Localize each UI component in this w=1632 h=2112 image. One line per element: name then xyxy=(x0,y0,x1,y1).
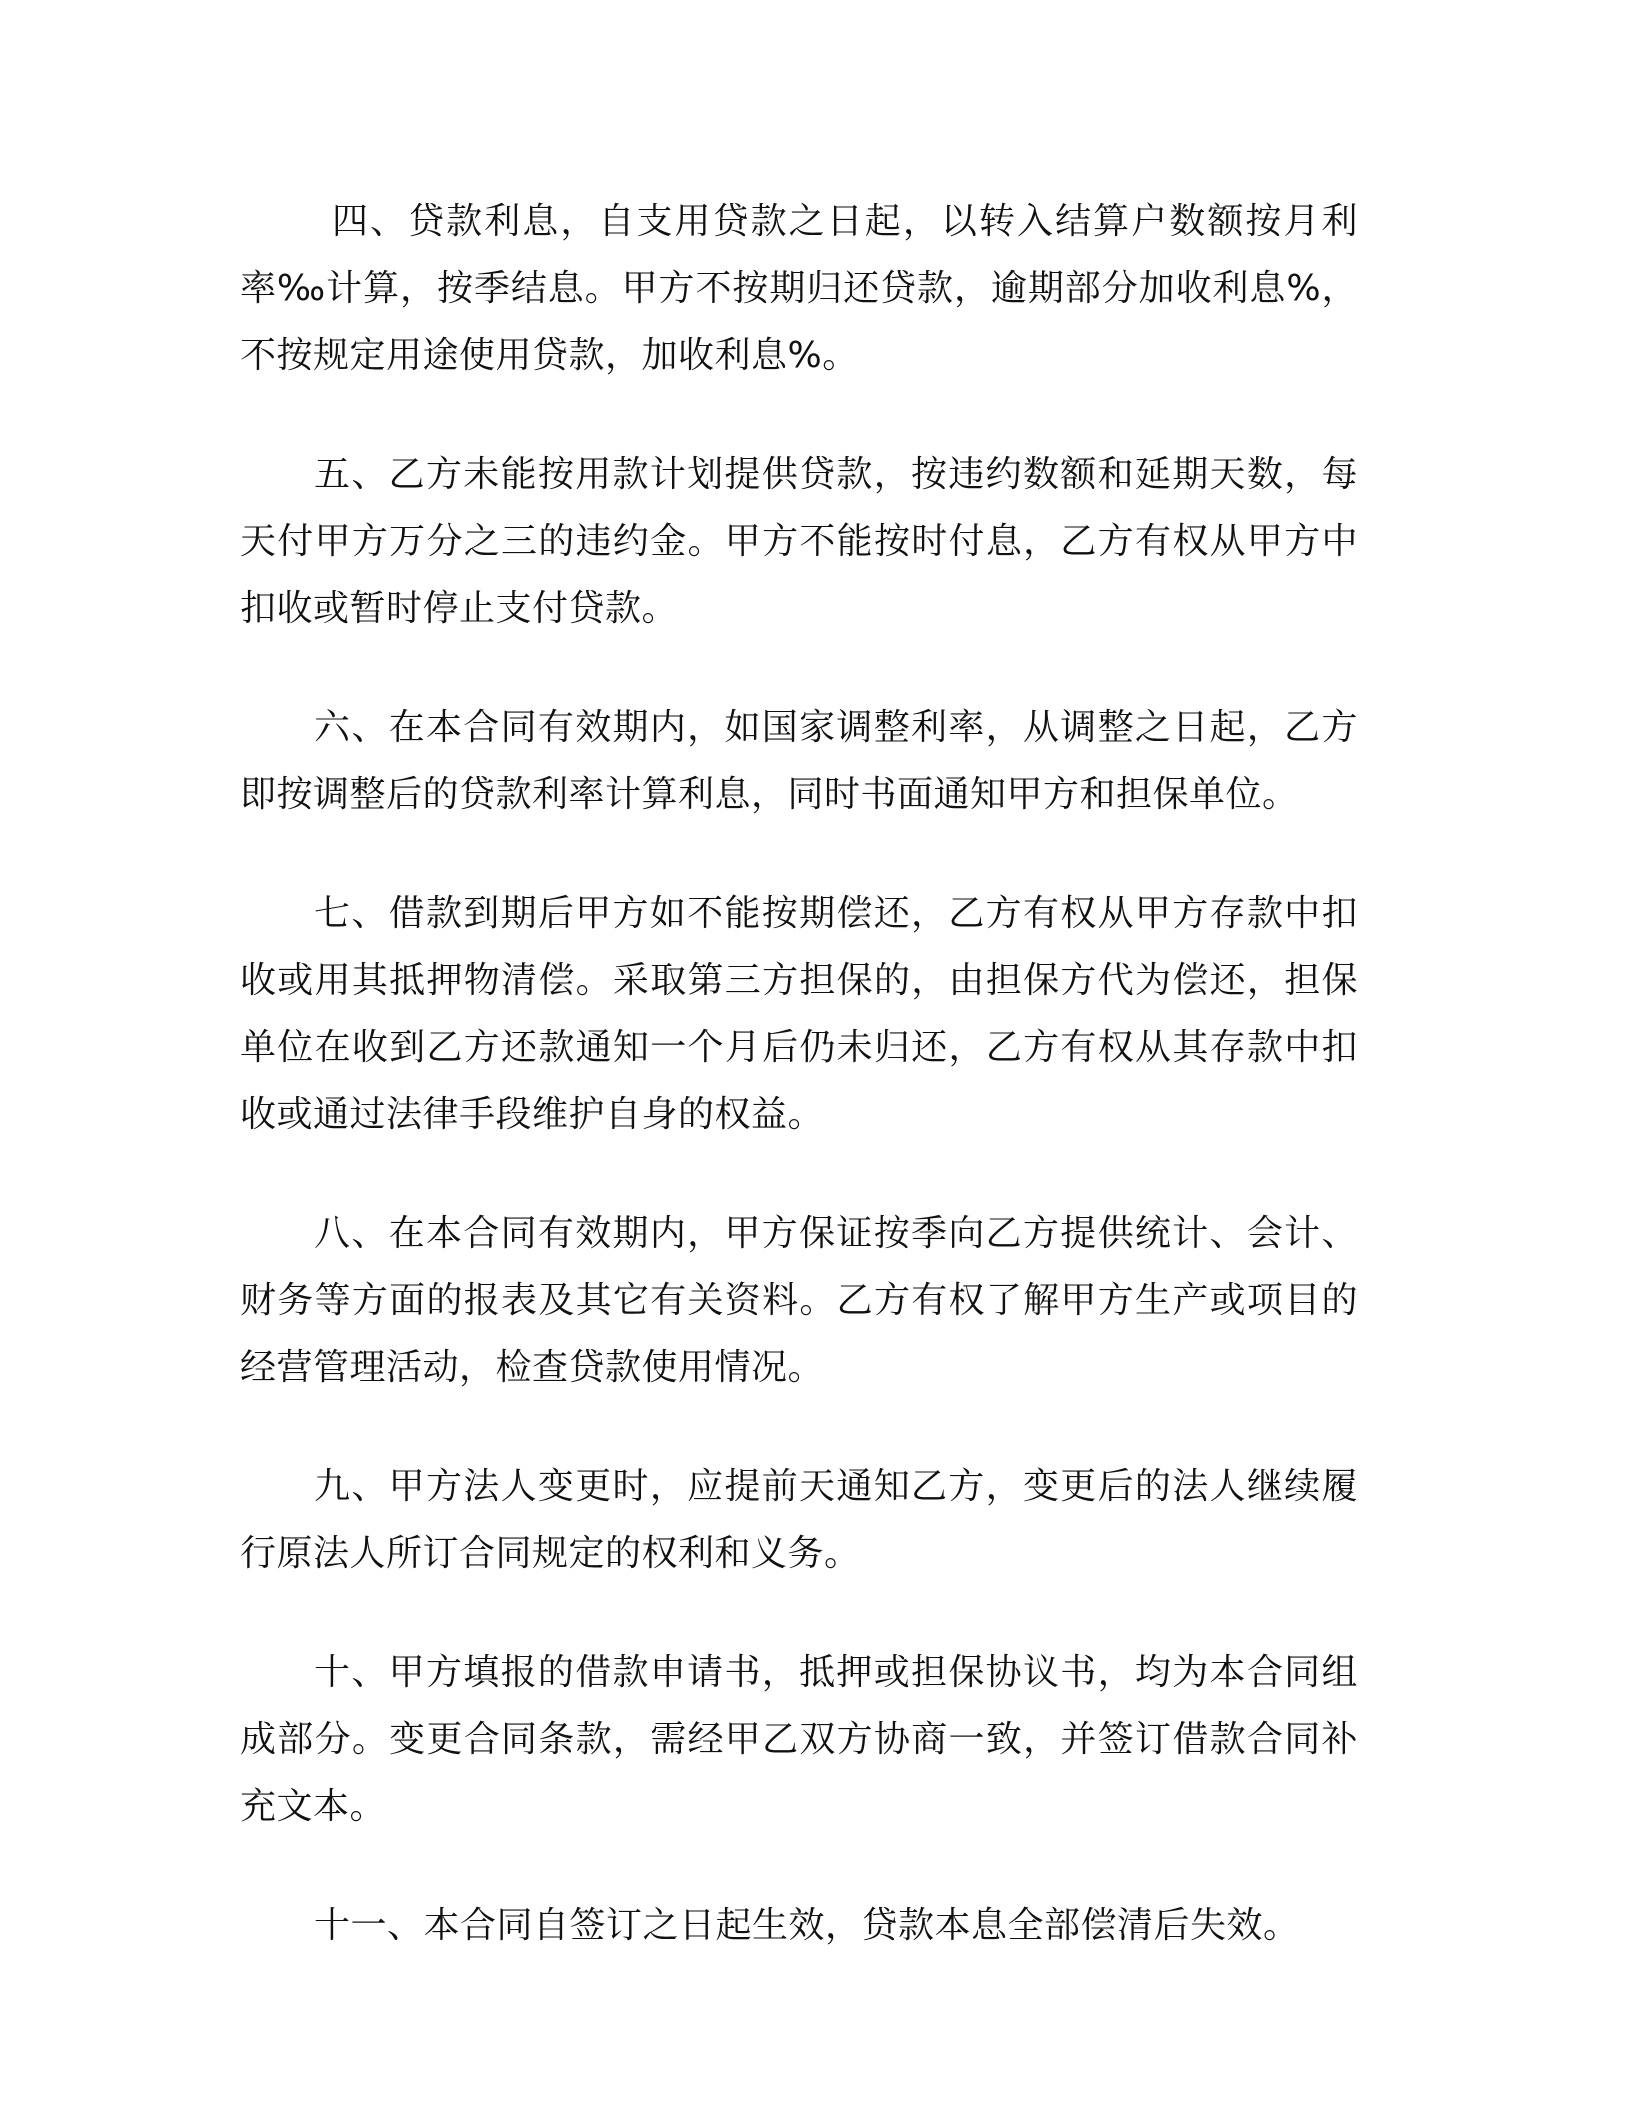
clause-10-amendments: 十、甲方填报的借款申请书，抵押或担保协议书，均为本合同组成部分。变更合同条款，需经甲乙双方协商一致，并签订借款合同补充文本。 xyxy=(240,1652,1358,1827)
clause-11-effectiveness: 十一、本合同自签订之日起生效，贷款本息全部偿清后失效。 xyxy=(314,1905,1300,1946)
clause-7-repayment: 七、借款到期后甲方如不能按期偿还，乙方有权从甲方存款中扣收或用其抵押物清偿。采取第三方担保的，由担保方代为偿还，担保单位在收到乙方还款通知一个月后仍未归还，乙方有权从其存款中扣收或通过法律手段维护自身的权益。 xyxy=(240,893,1358,1135)
contract-body xyxy=(240,188,1358,2011)
clause-4-interest: 四、贷款利息，自支用贷款之日起，以转入结算户数额按月利率‰计算，按季结息。甲方不按期归还贷款，逾期部分加收利息%，不按规定用途使用贷款，加收利息%。 xyxy=(240,201,1358,376)
clause-9-legal-person-change: 九、甲方法人变更时，应提前天通知乙方，变更后的法人继续履行原法人所订合同规定的权利和义务。 xyxy=(240,1466,1358,1574)
clause-8-reporting: 八、在本合同有效期内，甲方保证按季向乙方提供统计、会计、财务等方面的报表及其它有关资料。乙方有权了解甲方生产或项目的经营管理活动，检查贷款使用情况。 xyxy=(240,1213,1358,1388)
clause-5-penalty: 五、乙方未能按用款计划提供贷款，按违约数额和延期天数，每天付甲方万分之三的违约金。甲方不能按时付息，乙方有权从甲方中扣收或暂时停止支付贷款。 xyxy=(240,454,1358,629)
clause-6-rate-adjustment: 六、在本合同有效期内，如国家调整利率，从调整之日起，乙方即按调整后的贷款利率计算利息，同时书面通知甲方和担保单位。 xyxy=(240,707,1358,815)
